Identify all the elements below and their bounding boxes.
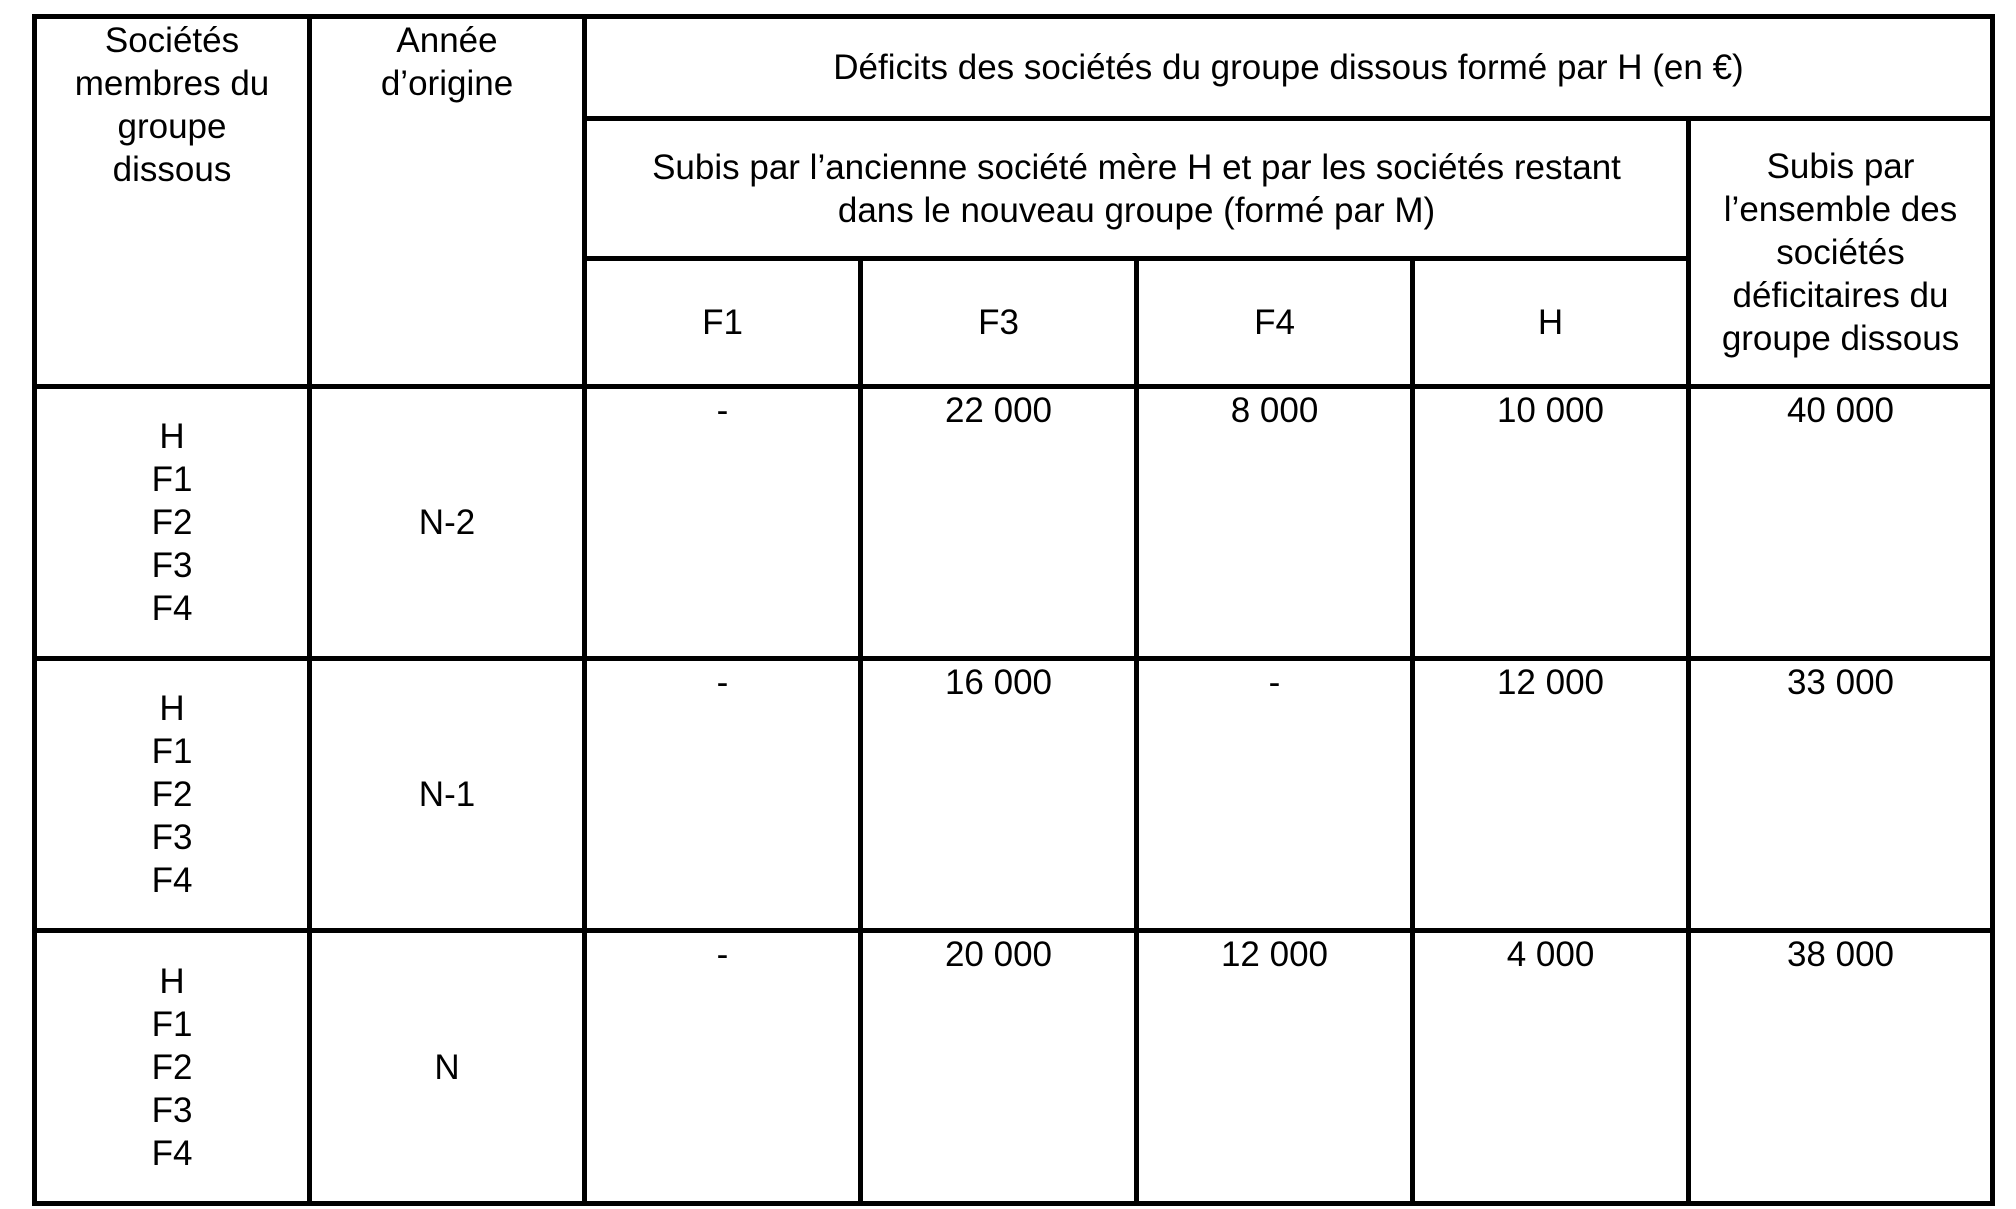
cell-h: 4 000 xyxy=(1413,931,1689,1204)
cell-f3: 20 000 xyxy=(861,931,1137,1204)
member-name: H xyxy=(159,417,185,456)
cell-f1: - xyxy=(585,659,861,931)
deficits-table xyxy=(32,14,1995,1206)
cell-total: 38 000 xyxy=(1689,931,1993,1204)
subheader-h: H xyxy=(1413,259,1689,387)
header-subis-all-line: groupe dissous xyxy=(1721,319,1960,358)
cell-total: 40 000 xyxy=(1689,387,1993,659)
header-subis-all-line: sociétés xyxy=(1776,233,1905,272)
member-name: F2 xyxy=(151,775,193,814)
row-members xyxy=(35,659,310,931)
cell-f1: - xyxy=(585,387,861,659)
cell-f4: 12 000 xyxy=(1137,931,1413,1204)
member-name: F4 xyxy=(151,589,193,628)
row-members xyxy=(35,387,310,659)
cell-total: 33 000 xyxy=(1689,659,1993,931)
member-name: F2 xyxy=(151,503,193,542)
header-members-line: membres du xyxy=(74,64,270,103)
table-row xyxy=(35,659,1993,931)
cell-f1: - xyxy=(585,931,861,1204)
member-name: H xyxy=(159,689,185,728)
header-members xyxy=(35,17,310,387)
cell-f3: 16 000 xyxy=(861,659,1137,931)
header-subis-group-line: dans le nouveau groupe (formé par M) xyxy=(837,190,1436,230)
header-members-line: Sociétés xyxy=(104,21,240,60)
member-name: F3 xyxy=(151,818,193,857)
row-year: N-2 xyxy=(310,387,585,659)
member-name: F1 xyxy=(151,1004,193,1044)
header-members-line: dissous xyxy=(112,150,232,189)
header-subis-all xyxy=(1689,119,1993,387)
member-name: F3 xyxy=(151,546,193,585)
header-year-line: d’origine xyxy=(380,64,514,103)
header-subis-all-line: Subis par xyxy=(1766,147,1915,186)
row-year: N xyxy=(310,931,585,1204)
cell-h: 12 000 xyxy=(1413,659,1689,931)
subheader-f4: F4 xyxy=(1137,259,1413,387)
subheader-f3: F3 xyxy=(861,259,1137,387)
member-name: F1 xyxy=(151,732,193,771)
table-row xyxy=(35,931,1993,1204)
cell-f4: - xyxy=(1137,659,1413,931)
header-deficits-title: Déficits des sociétés du groupe dissous formé par H (en €) xyxy=(585,17,1993,119)
member-name: F4 xyxy=(151,861,193,900)
header-year-line: Année xyxy=(396,21,498,60)
row-members xyxy=(35,931,310,1204)
row-year: N-1 xyxy=(310,659,585,931)
header-subis-all-line: l’ensemble des xyxy=(1723,190,1958,229)
member-name: F4 xyxy=(151,1133,193,1173)
member-name: H xyxy=(159,961,185,1001)
member-name: F3 xyxy=(151,1090,193,1130)
header-subis-group-line: Subis par l’ancienne société mère H et par les sociétés restant xyxy=(652,147,1621,187)
member-name: F2 xyxy=(151,1047,193,1087)
header-subis-all-line: déficitaires du xyxy=(1732,276,1949,315)
cell-f4: 8 000 xyxy=(1137,387,1413,659)
header-members-line: groupe xyxy=(117,107,227,146)
header-year xyxy=(310,17,585,387)
header-subis-group xyxy=(585,119,1689,259)
subheader-f1: F1 xyxy=(585,259,861,387)
cell-f3: 22 000 xyxy=(861,387,1137,659)
table-row xyxy=(35,387,1993,659)
member-name: F1 xyxy=(151,460,193,499)
cell-h: 10 000 xyxy=(1413,387,1689,659)
